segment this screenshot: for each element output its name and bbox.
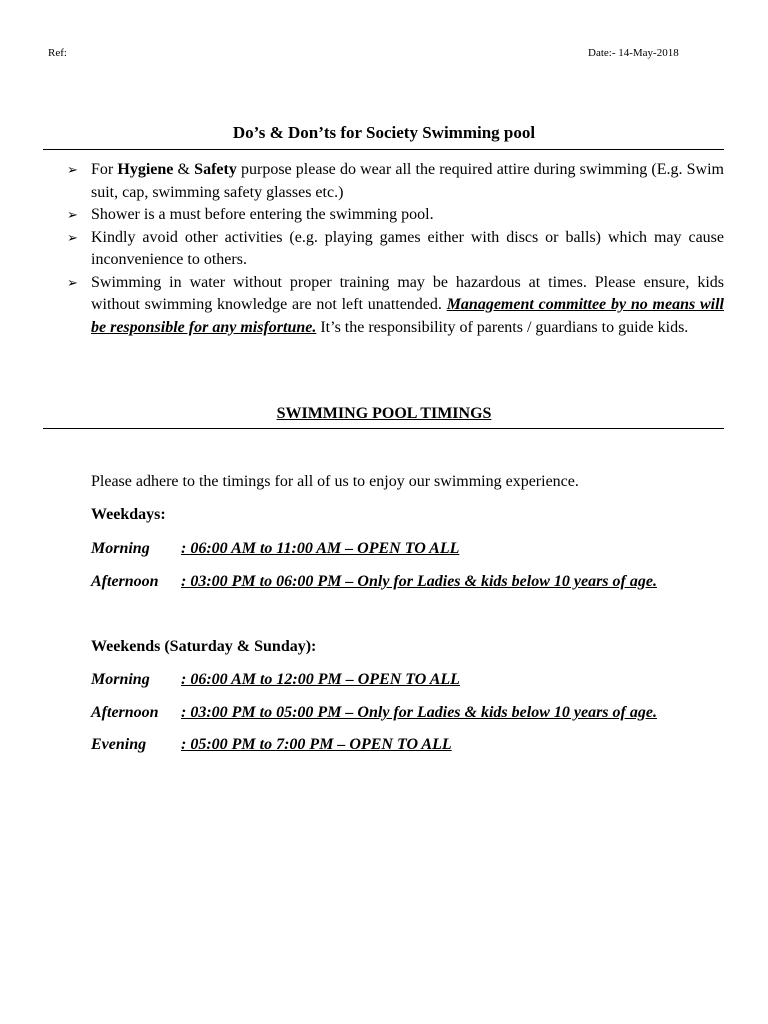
weekend-morning-slot [91, 671, 460, 689]
rule-text: It’s the responsibility of parents / guardians to guide kids. [316, 318, 689, 336]
hygiene-emphasis: Hygiene [117, 161, 174, 178]
arrow-bullet-icon: ➢ [67, 162, 78, 177]
list-item [67, 272, 724, 340]
weekends-heading: Weekends (Saturday & Sunday): [91, 638, 317, 655]
weekend-evening-slot [91, 736, 452, 754]
list-item [67, 204, 724, 227]
arrow-bullet-icon: ➢ [67, 207, 78, 222]
slot-time: : 03:00 PM to 06:00 PM – Only for Ladies & kids below 10 years of age. [181, 573, 657, 590]
liability-warning: Management committee by no means will be responsible for any misfortune. [91, 296, 724, 336]
document-title: Do’s & Don’ts for Society Swimming pool [232, 123, 536, 142]
rule-text: Shower is a must before entering the swimming pool. [91, 206, 434, 223]
slot-time: : 06:00 AM to 11:00 AM – OPEN TO ALL [181, 540, 460, 557]
slot-label: Evening [91, 736, 147, 753]
list-item [67, 227, 724, 272]
list-item [67, 159, 724, 204]
slot-time: : 06:00 AM to 12:00 PM – OPEN TO ALL [181, 671, 460, 688]
slot-label: Morning [91, 540, 150, 557]
arrow-bullet-icon: ➢ [67, 229, 78, 245]
ref-label: Ref: [48, 47, 67, 59]
rule-text: Swimming in water without proper training may be hazardous at times. Please ensure, kids without swimming knowledge are not left unattended. [91, 273, 724, 313]
rules-list [67, 159, 724, 339]
arrow-bullet-icon: ➢ [67, 274, 78, 290]
weekend-afternoon-slot [91, 704, 657, 722]
rule-text: purpose please do wear all the required attire during swimming (E.g. Swim suit, cap, swimming safety glasses etc.) [91, 161, 724, 201]
title-divider [43, 149, 724, 150]
slot-time: : 03:00 PM to 05:00 PM – Only for Ladies & kids below 10 years of age. [181, 704, 657, 721]
weekday-afternoon-slot [91, 573, 657, 591]
timings-intro: Please adhere to the timings for all of us to enjoy our swimming experience. [91, 473, 579, 490]
slot-label: Afternoon [91, 573, 159, 590]
rule-text: & [173, 161, 195, 178]
timings-divider [43, 428, 724, 429]
weekdays-heading: Weekdays: [91, 506, 166, 523]
rule-text: For [91, 161, 118, 178]
slot-label: Afternoon [91, 704, 159, 721]
timings-heading: SWIMMING POOL TIMINGS [276, 405, 492, 422]
slot-label: Morning [91, 671, 150, 688]
weekday-morning-slot [91, 540, 459, 558]
rule-text: Kindly avoid other activities (e.g. playing games either with discs or balls) which may cause inconvenience to others. [91, 228, 724, 268]
slot-time: : 05:00 PM to 7:00 PM – OPEN TO ALL [181, 736, 452, 753]
safety-emphasis: Safety [194, 161, 237, 178]
date-label: Date:- 14-May-2018 [588, 47, 679, 59]
